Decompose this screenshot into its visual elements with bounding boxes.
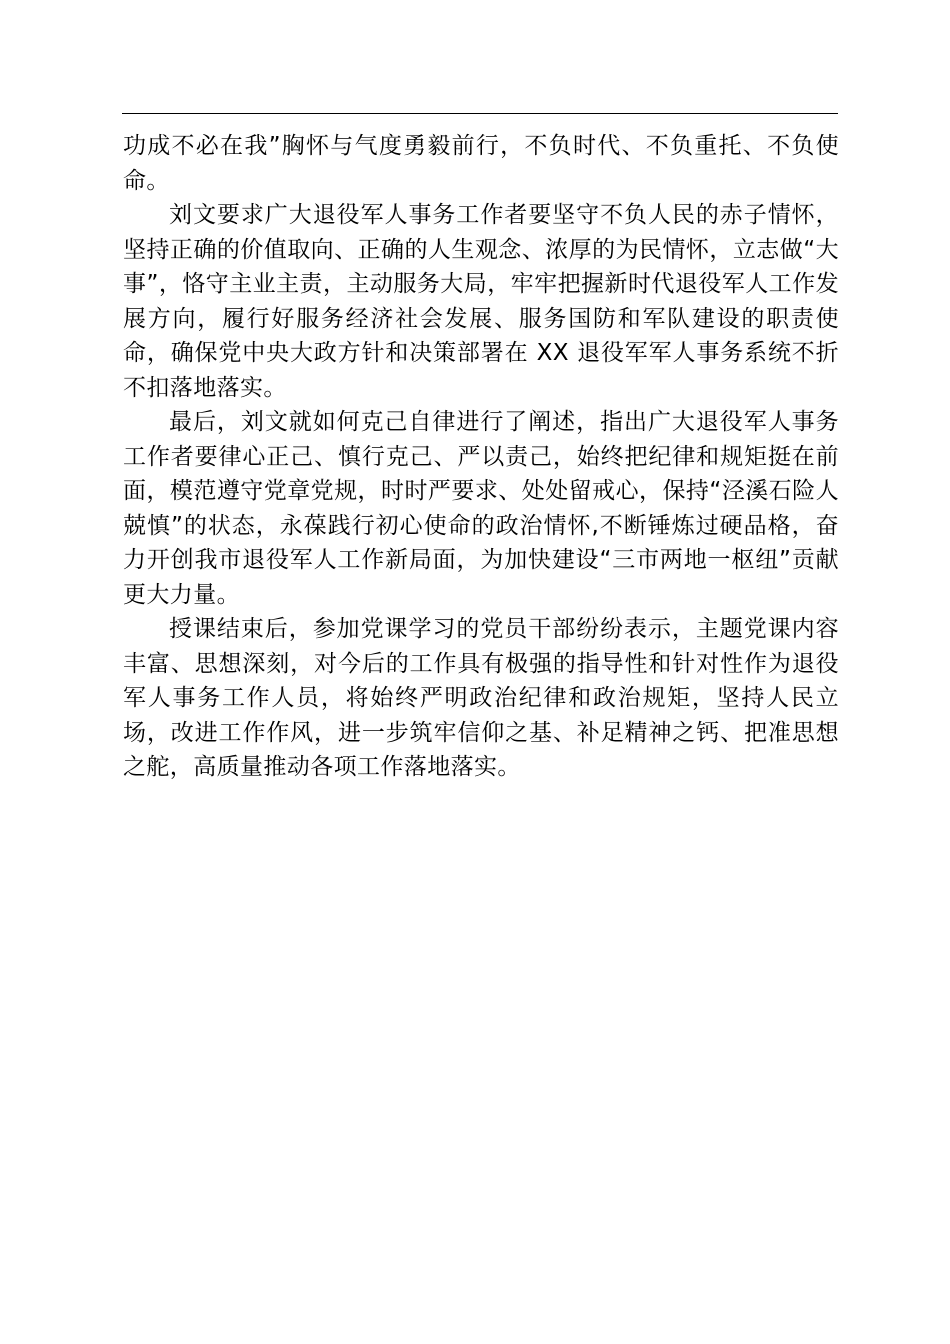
paragraph-continuation: 功成不必在我”胸怀与气度勇毅前行，不负时代、不负重托、不负使命。 [123, 133, 839, 194]
paragraph-conclusion: 授课结束后，参加党课学习的党员干部纷纷表示，主题党课内容丰富、思想深刻，对今后的工作具有极强的指导性和针对性作为退役军人事务工作人员，将始终严明政治纪律和政治规矩，坚持人民立场，改进工作作风，进一步筑牢信仰之基、补足精神之钙、把准思想之舵，高质量推动各项工作落地落实。 [123, 616, 839, 780]
paragraph-requirements: 刘文要求广大退役军人事务工作者要坚守不负人民的赤子情怀，坚持正确的价值取向、正确的人生观念、浓厚的为民情怀，立志做“大事”，恪守主业主责，主动服务大局，牢牢把握新时代退役军人工作发展方向，履行好服务经济社会发展、服务国防和军队建设的职责使命，确保党中央大政方针和决策部署在 XX 退役军军人事务系统不折不扣落地落实。 [123, 202, 839, 401]
paragraph-self-discipline: 最后，刘文就如何克己自律进行了阐述，指出广大退役军人事务工作者要律心正己、慎行克己、严以责己，始终把纪律和规矩挺在前面，模范遵守党章党规，时时严要求、处处留戒心，保持“泾溪石险人兢慎”的状态，永葆践行初心使命的政治情怀,不断锤炼过硬品格，奋力开创我市退役军人工作新局面，为加快建设“三市两地一枢纽”贡献更大力量。 [123, 409, 839, 608]
header-rule [122, 113, 838, 114]
document-body [123, 129, 839, 785]
